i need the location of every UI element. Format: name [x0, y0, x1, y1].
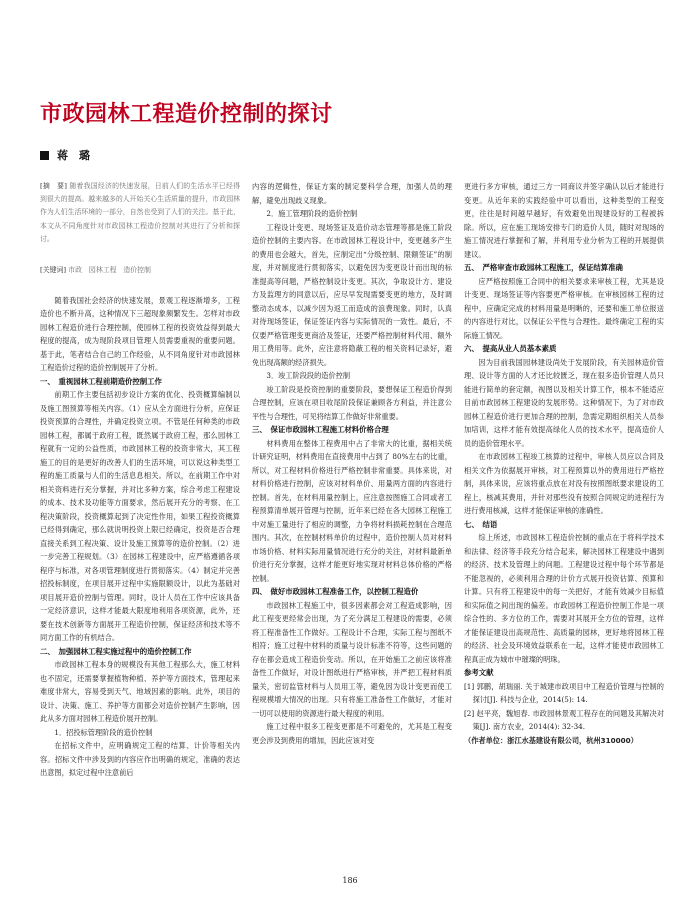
keywords-tag: [关键词]	[40, 266, 67, 275]
subsection-2-1-heading: 1．招投标管理阶段的造价控制	[54, 727, 153, 737]
column-1	[40, 180, 240, 866]
section-3-heading: 三、 保证市政园林工程施工材料价格合理	[252, 425, 389, 434]
author-affiliation: （作者单位：浙江水基建设有限公司，杭州310000）	[464, 735, 638, 745]
section-5-paragraph: 应严格按照施工合同中的相关要求来审核工程，尤其是设计变更、现场签证等内容要更严格审核。在审核园林工程的过程中，应确定完成的材料用量是明晰的，还要和施工单位报送的内容进行对比，以保证公平性与合理性。最终确定工程的实际施工情况。	[464, 276, 664, 340]
section-6-paragraph-1: 因为目前我国园林建设尚处于发展阶段，有关园林造价管理、设计等方面的人才还比较匮乏，现在很多造价管理人员只能进行简单的套定额，视图以及相关计算工作，根本不能适应目前市政园林工程建设的发展形势。这种情况下，为了对市政园林工程造价进行更加合理的控制，急需定期组织相关人员参加培训，这样才能有效提高绿化人员的技术水平，提高造价人员的造价管理水平。	[464, 357, 664, 448]
section-5-heading: 五、 严格审查市政园林工程施工，保证结算准确	[464, 263, 623, 272]
conclusion-heading: 七、 结语	[464, 519, 498, 529]
page-number: 186	[342, 876, 358, 885]
reference-item: [1] 郭鹏，胡瑞丽. 关于城建市政项目中工程造价管理与控制的探讨[J]. 科技与企业，2014(5): 14.	[464, 681, 664, 704]
column-3	[464, 180, 664, 866]
abstract-text: 随着我国经济的快速发展，日前人们的生活水平已经得到很大的提高。越来越多的人开始关心生活质量的提升，市政园林作为人们生活环境的一部分，自然也受到了人们的关注。基于此，本文从不同角度针对市政园林工程造价控制对其进行了分析和探讨。	[40, 182, 240, 243]
section-1-heading: 一、 重视园林工程前期造价控制工作	[40, 376, 162, 386]
subsection-2-2-heading: 2．施工管理阶段的造价控制	[266, 209, 358, 218]
subsection-2-1-paragraph: 在招标文件中，应明确规定工程的结算、计价等相关内容。招标文件中涉及到的内容应作出明确的规定，准确的表达出意图，拟定过程中注意前后	[40, 741, 240, 778]
section-4-paragraph-2: 施工过程中很多工程变更都是不可避免的，尤其是工程变更会涉及到费用的增加，因此应该对变	[252, 722, 452, 745]
column-2	[252, 180, 452, 866]
author-name: 蒋 璐	[57, 149, 90, 162]
keywords-text: 市政 园林工程 造价控制	[68, 266, 151, 275]
abstract-tag: [摘 要]	[40, 182, 67, 190]
references-heading: 参考文献	[464, 668, 494, 677]
subsection-2-3-heading: 3．竣工阶段段的造价控制	[266, 371, 351, 380]
subsection-2-3-paragraph: 竣工阶段是投资控制的重要阶段，要想保证工程造价得到合理控制，应该在项目收尾阶段保证兼顾各方利益，并注意公平性与合理性，可见将结算工作做好非常重要。	[252, 384, 452, 421]
section-2-heading: 二、 加强园林工程实施过程中的造价控制工作	[40, 646, 192, 656]
section-1-paragraph: 前期工作主要包括初步设计方案的优化、投资概算编制以及施工图预算等相关内容。（1）应从全方面进行分析，应保证投资预算的合理性，并确定投资立项。不管是任何种类的市政园林工程，都属于政府工程，既然属于政府工程，那么园林工程就有一定的公益性质，市政园林工程的投资非常大，其工程施工的目的是更好的改善人们的生活环境，可以说这种类型工程的施工质量与人们的生活息息相关。所以，在前期工作中对相关资料进行充分掌握，并对比多种方案，综合考虑工程建设的成本、技术及功能等方面要求，然后展开充分的考察、在工程决策阶段，投资概算起到了决定性作用，如果工程投资概算已经得到确定，那么就说明投资上限已经确定，投资是否合理直接关系到工程决策、设计及施工预算等的造价控制。（2）进一步完善工程规划。（3）在园林工程建设中，应严格遵循各项程序与标准，对各项管理制度进行贯彻落实。（4）制定并完善招投标制度，在项目展开过程中实施限额设计，以此为基础对项目展开造价控制与管理。同时，设计人员在工作中应该具备一定经济意识，这样才能最大限度地利用各项资源，此外，还要在技术创新等方面展开工程造价控制，保证经济和技术等不同方面工作的有机结合。	[40, 390, 240, 643]
reference-item: [2] 赵平亮，魏旭春. 市政园林景观工程存在的问题及其解决对策[J]. 南方农业，2014(4): 32-34.	[464, 708, 664, 731]
conclusion-paragraph: 综上所述，市政园林工程造价控制的重点在于将科学技术和法律、经济等手段充分结合起来，解决园林工程建设中遇到的经济、技术及管理上的问题。工程建设过程中每个环节都是不能忽视的，必须利用合理的计价方式展开投资估算、预算和计算。只有将工程建设中的每一关把好，才能有效减少目标值和实际值之间出现的偏差。市政园林工程造价控制工作是一项综合性的、多方位的工作，需要对其展开全方位的管理，这样才能保证建设出高规范性、高质量的园林，更好地将园林工程的经济、社会及环境效益联系在一起，这样才能使市政园林工程真正成为城市中璀璨的明珠。	[464, 533, 664, 664]
section-4-paragraph-1: 市政园林工程施工中，很多因素都会对工程造成影响，因此工程变更经常会出现，为了充分满足工程建设的需要，必须将工程准备性工作做好。工程设计不合理，实际工程与图纸不相符；施工过程中材料的质量与设计标准不符等，这些问题的存在都会造成工程造价变动。所以，在开始施工之前应该将准备性工作做好，对设计图纸进行严格审核，并严把工程材料质量关，密切监管材料与人员用工等，避免因为设计变更而使工程规模增大情况的出现。只有将施工准备性工作做好，才能对一切可以使用的资源进行最大程度的利用。	[252, 600, 452, 718]
author-line	[40, 147, 90, 163]
section-6-paragraph-2: 在市政园林工程竣工核算的过程中，审核人员应以合同及相关文件为依据展开审核，对工程预算以外的费用进行严格控制，具体来说，应该将重点放在对没有按照图纸要求建设的工程上，核减其费用，并针对那些没有按照合同规定的进程行为进行费用核减，这样才能保证审核的准确性。	[464, 452, 664, 515]
section-6-heading: 六、 提高从业人员基本素质	[464, 344, 557, 353]
keywords	[40, 264, 240, 278]
intro-paragraph: 随着我国社会经济的快速发展，景观工程逐渐增多，工程造价也不断升高，这种情况下三超现象频繁发生。怎样对市政园林工程造价进行合理控制，使园林工程的投资效益得到最大程度的提高，成为现阶段项目管理人员需要重视的重要问题。基于此，笔者结合自己的工作经验，从不同角度针对市政园林工程造价过程的造价控制展开了分析。	[40, 295, 240, 373]
subsection-2-2-paragraph: 工程设计变更、现场签证及造价动态管理等都是施工阶段造价控制的主要内容。在市政园林工程设计中，变更越多产生的费用也会越大，首先，应制定出“分级控制、限额签证”的制度，并对制度进行贯彻落实，以避免因为变更设计而出现的标准提高等问题，严格控制设计变更。其次，争取设计方、建设方及监理方的同意以后，应尽早发现需要变更的地方，及时调整动态成本，以减少因为返工而造成的浪费现象。同时，认真对待现场签证，保证签证内容与实际情况的一致性。最后，不仅要严格管理变更商洽及签证，还要严格控制材料代用、额外用工费用等。此外，应注意将隐蔽工程的相关资料记录好，避免出现高额的经济损失。	[252, 222, 452, 367]
section-3-paragraph: 材料费用在整体工程费用中占了非常大的比重，据相关统计研究证明，材料费用在直接费用中占到了 80%左右的比重，所以，对工程材料价格进行严格控制非常重要。具体来说，对材料价格进行控制，应该对材料单价、用量两方面的内容进行控制。首先，在材料用量控制上，应注意按图施工合同或者工程预算清单展开管理与控制，近年来已经在各大园林工程施工中对施工量进行了相应的调整，力争将材料损耗控制在合理范围内。其次，在控制材料单价的过程中，造价控制人员对材料市场价格、材料实际用量情况进行充分的关注，对材料最新单价进行充分掌握，这样才能更好地实现对材料总体价格的严格控制。	[252, 438, 452, 583]
abstract	[40, 180, 240, 246]
article-title: 市政园林工程造价控制的探讨	[40, 102, 333, 127]
square-bullet-icon	[40, 151, 49, 160]
continued-paragraph: 更进行多方审核，通过三方一同商议并签字确认以后才能进行变更。从近年来的实践经验中可以看出，这种类型的工程变更，往往是时间越早越好，有效避免出现建设好的工程被拆除。所以，应在施工现场安排专门的造价人员，随时对现场的施工情况进行掌握和了解，并利用专业分析为工程的开展提供建议。	[464, 182, 664, 259]
article-body	[40, 180, 664, 866]
continued-paragraph: 内容的逻辑性，保证方案的制定要科学合理，加强人员的理解，避免出现歧义现象。	[252, 182, 452, 205]
section-4-heading: 四、 做好市政园林工程准备工作，以控制工程造价	[252, 587, 419, 596]
section-2-paragraph: 市政园林工程本身的规模没有其他工程那么大，施工材料也不固定，还需要掌握植物种植、养护等方面技术，管理起来难度非常大，容易受到天气、地域因素的影响。此外，项目的设计、决策、施工、养护等方面都会对造价控制产生影响，因此从多方面对园林工程造价展开控制。	[40, 660, 240, 724]
